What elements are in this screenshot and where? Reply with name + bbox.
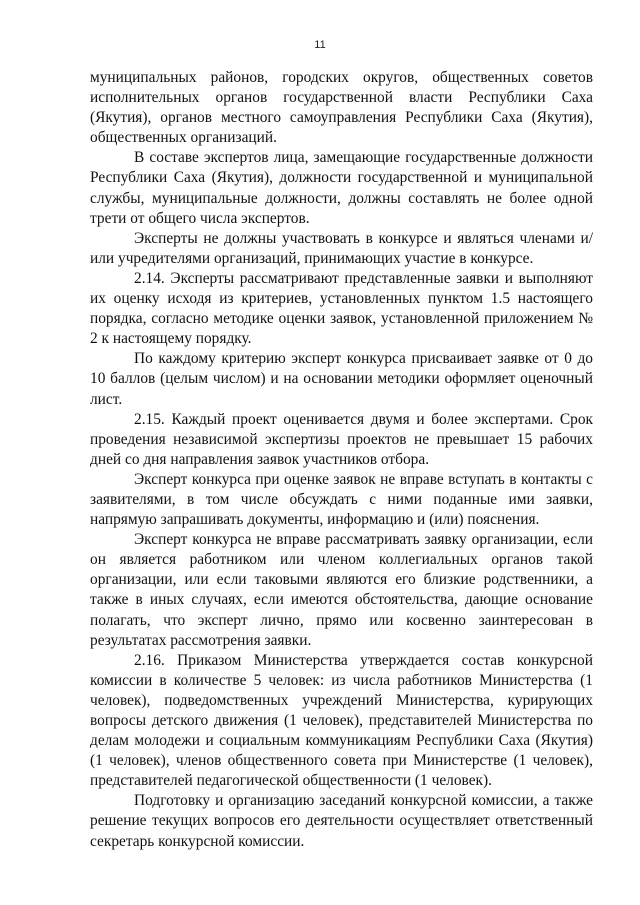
paragraph-2-15: 2.15. Каждый проект оценивается двумя и более экспертами. Срок проведения независимой экспертизы проектов не превышает 15 рабочих дней со дня направления заявок участников отбора.	[90, 410, 593, 468]
paragraph-commission-secretary: Подготовку и организацию заседаний конкурсной комиссии, а также решение текущих вопросов его деятельности осуществляет ответственный секретарь конкурсной комиссии.	[90, 792, 593, 850]
page-number: 11	[314, 39, 326, 51]
paragraph-2-16: 2.16. Приказом Министерства утверждается состав конкурсной комиссии в количестве 5 человек: из числа работников Министерства (1 человек), подведомственных учреждений Министерства, курирующих вопросы детского движения (1 человек), представителей Министерства по делам молодежи и социальным коммуникациям Республики Саха (Якутия) (1 человек), членов общественного совета при Министерстве (1 человек), представителей педагогической общественности (1 человек).	[90, 651, 593, 790]
paragraph-expert-contacts: Эксперт конкурса при оценке заявок не вправе вступать в контакты с заявителями, в том числе обсуждать с ними поданные ими заявки, напрямую запрашивать документы, информацию и (или) пояснения.	[90, 470, 593, 529]
document-body	[90, 68, 593, 852]
paragraph-continuation: муниципальных районов, городских округов, общественных советов исполнительных органов государственной власти Республики Саха (Якутия), органов местного самоуправления Республики Саха (Якутия), общественных организаций.	[90, 69, 593, 147]
paragraph-experts-restriction: Эксперты не должны участвовать в конкурсе и являться членами и/или учредителями организаций, принимающих участие в конкурсе.	[90, 229, 593, 267]
paragraph-scoring: По каждому критерию эксперт конкурса присваивает заявке от 0 до 10 баллов (целым числом) и на основании методики оформляет оценочный лист.	[90, 350, 593, 408]
paragraph-2-14: 2.14. Эксперты рассматривают представленные заявки и выполняют их оценку исходя из критериев, установленных пунктом 1.5 настоящего порядка, согласно методике оценки заявок, установленной приложением № 2 к настоящему порядку.	[90, 269, 593, 348]
paragraph-experts-composition: В составе экспертов лица, замещающие государственные должности Республики Саха (Якутия), должности государственной и муниципальной службы, муниципальные должности, должны составлять не более одной трети от общего числа экспертов.	[90, 149, 593, 227]
paragraph-conflict-of-interest: Эксперт конкурса не вправе рассматривать заявку организации, если он является работником или членом коллегиальных органов такой организации, или если таковыми являются его близкие родственники, а также в иных случаях, если имеются обстоятельства, дающие основание полагать, что эксперт лично, прямо или косвенно заинтересован в результатах рассмотрения заявки.	[90, 531, 593, 649]
